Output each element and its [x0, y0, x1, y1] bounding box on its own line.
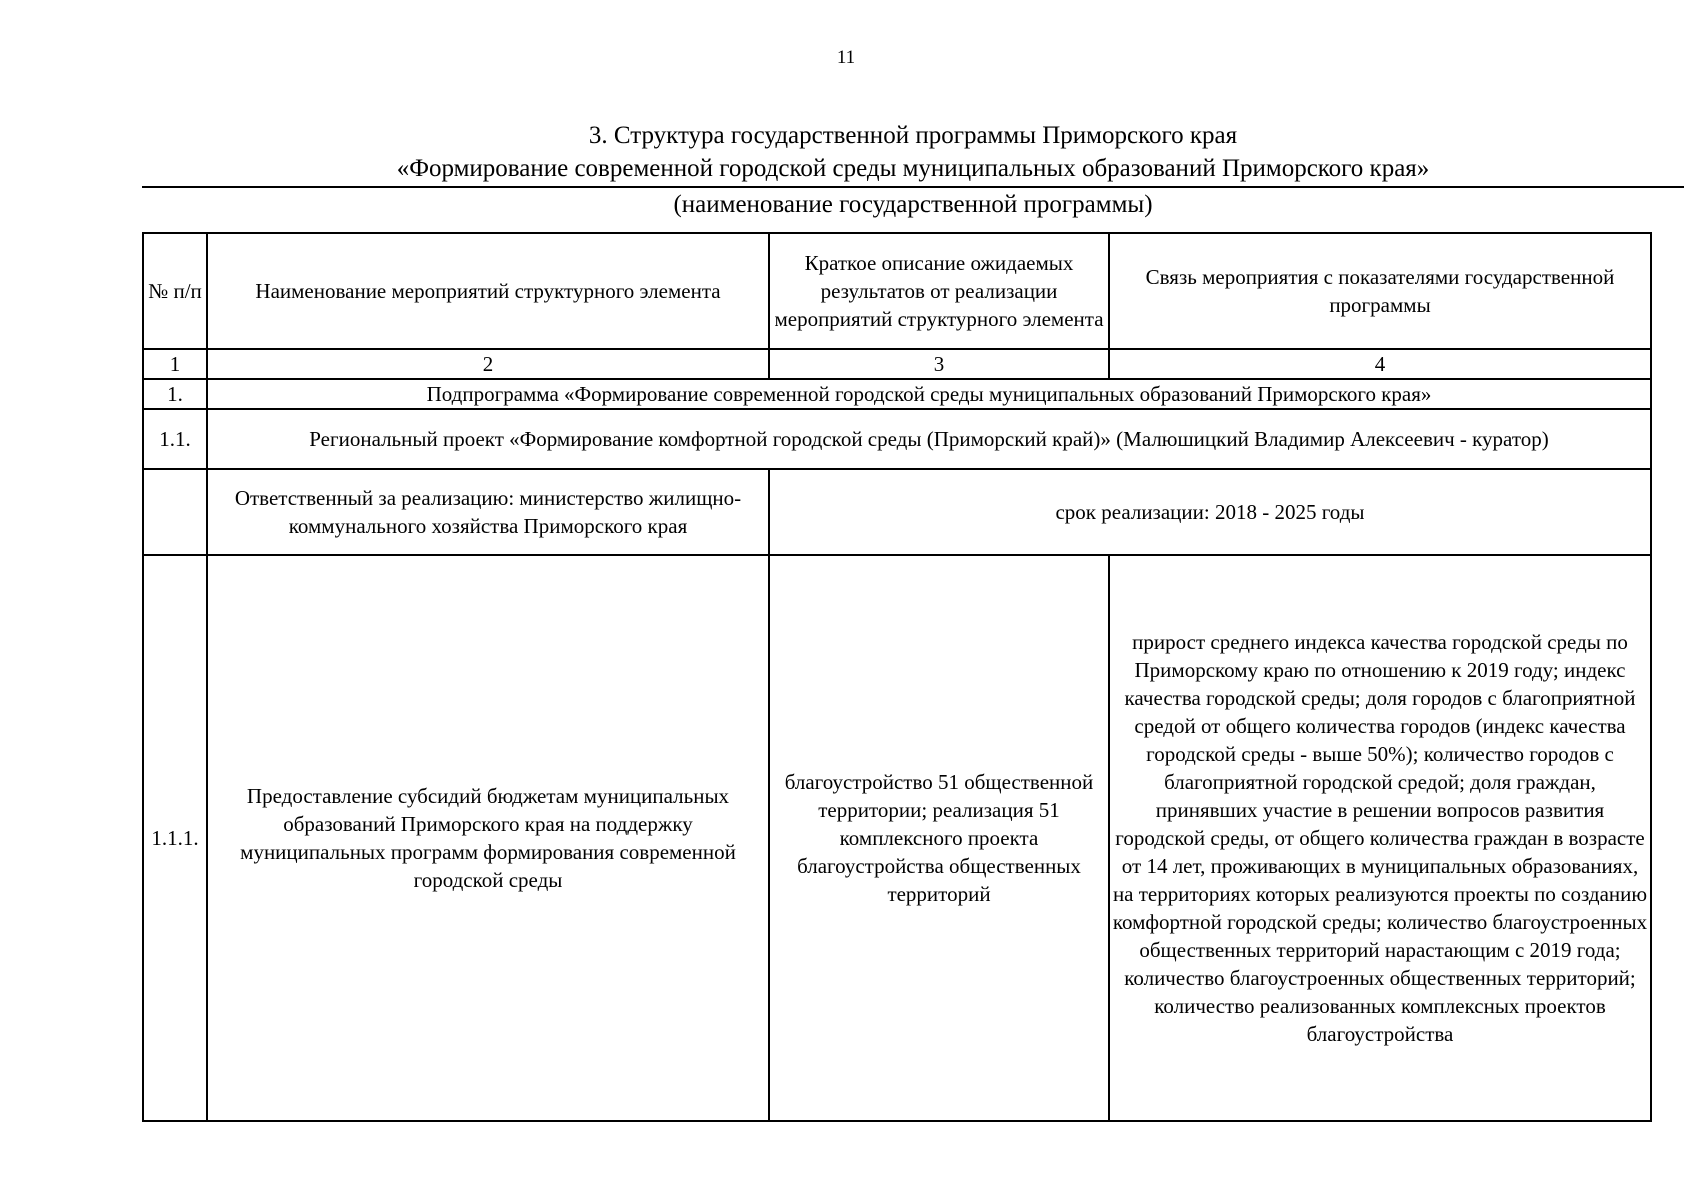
- subprogram-title: Подпрограмма «Формирование современной городской среды муниципальных образований Приморского края»: [207, 379, 1651, 409]
- structure-table: [142, 232, 1652, 1122]
- implementation-term: срок реализации: 2018 - 2025 годы: [769, 469, 1651, 555]
- column-numbers-row: [143, 349, 1651, 379]
- program-name: «Формирование современной городской среды муниципальных образований Приморского края»: [396, 155, 1430, 182]
- project-row: [143, 409, 1651, 469]
- project-num: 1.1.: [143, 409, 207, 469]
- item-indicators: прирост среднего индекса качества городской среды по Приморскому краю по отношению к 2019 году; индекс качества городской среды; доля городов с благоприятной средой от общего количества городов (индекс качества городской среды - выше 50%); количество городов с благоприятной городской средой; доля граждан, принявших участие в решении вопросов развития городской среды, от общего количества граждан в возрасте от 14 лет, проживающих в муниципальных образованиях, на территориях которых реализуются проекты по созданию комфортной городской среды; количество благоустроенных общественных территорий нарастающим с 2019 года; количество благоустроенных общественных территорий; количество реализованных комплексных проектов благоустройства: [1109, 555, 1651, 1121]
- project-title: Региональный проект «Формирование комфортной городской среды (Приморский край)» (Малюшицкий Владимир Алексеевич - куратор): [207, 409, 1651, 469]
- item-num: 1.1.1.: [143, 555, 207, 1121]
- document-title: 3. Структура государственной программы Приморского края: [588, 122, 1238, 149]
- column-number: 1: [143, 349, 207, 379]
- responsible-executor-text: Ответственный за реализацию: министерство жилищно-коммунального хозяйства Приморского края: [234, 486, 742, 538]
- column-number: 2: [207, 349, 769, 379]
- responsible-executor: [207, 469, 769, 555]
- header-name: Наименование мероприятий структурного элемента: [207, 233, 769, 349]
- header-num: № п/п: [143, 233, 207, 349]
- header-link: Связь мероприятия с показателями государственной программы: [1109, 233, 1651, 349]
- program-name-caption: (наименование государственной программы): [673, 191, 1153, 218]
- page-number: 11: [836, 47, 856, 68]
- subprogram-num: 1.: [143, 379, 207, 409]
- responsible-row: [143, 469, 1651, 555]
- subprogram-row: [143, 379, 1651, 409]
- column-number: 3: [769, 349, 1109, 379]
- table-row: [143, 555, 1651, 1121]
- title-underline: [142, 186, 1684, 188]
- header-results: Краткое описание ожидаемых результатов от реализации мероприятий структурного элемента: [769, 233, 1109, 349]
- item-results: благоустройство 51 общественной территории; реализация 51 комплексного проекта благоустройства общественных территорий: [769, 555, 1109, 1121]
- item-name: Предоставление субсидий бюджетам муниципальных образований Приморского края на поддержку муниципальных программ формирования современной городской среды: [207, 555, 769, 1121]
- table-header-row: [143, 233, 1651, 349]
- column-number: 4: [1109, 349, 1651, 379]
- responsible-num-empty: [143, 469, 207, 555]
